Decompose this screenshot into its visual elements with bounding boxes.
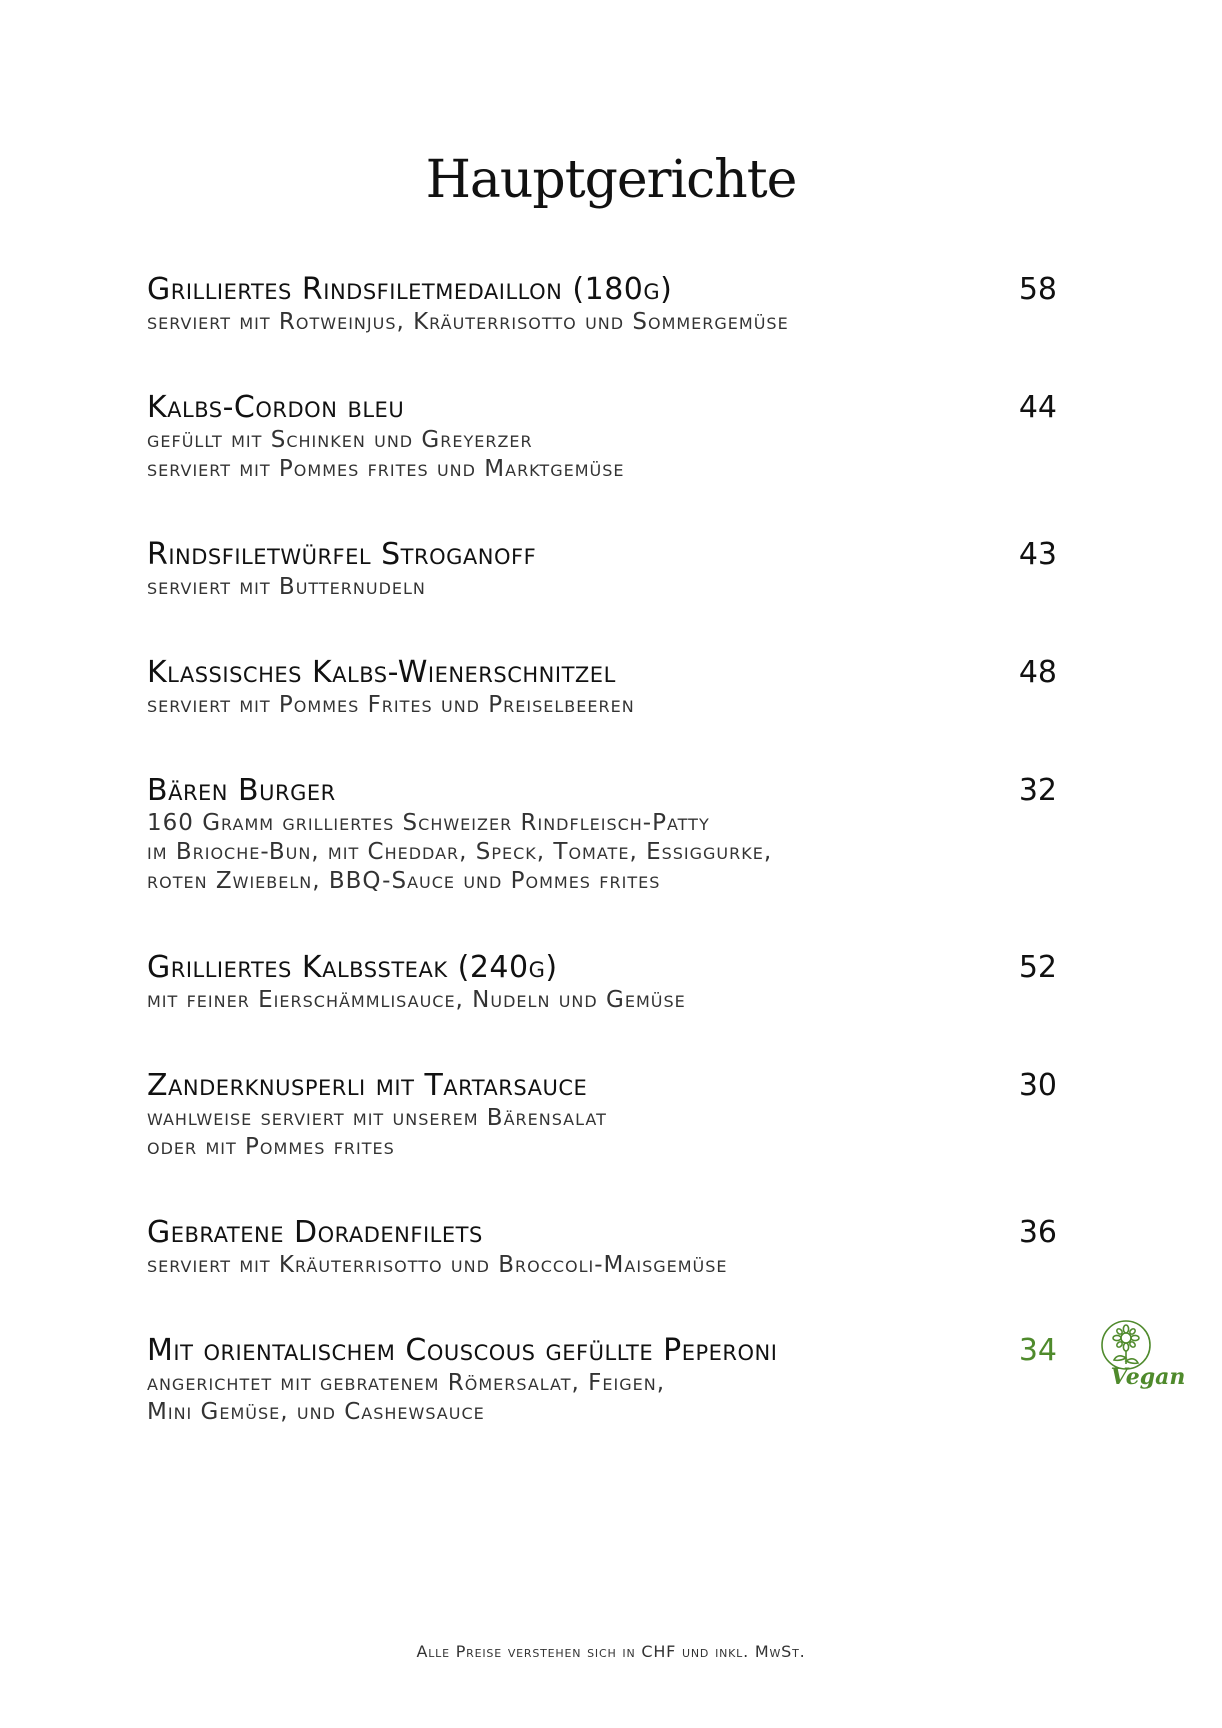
item-price: 44 — [1018, 390, 1057, 425]
item-price: 58 — [1018, 272, 1057, 307]
item-name: Grilliertes Rindsfiletmedaillon (180g) — [147, 272, 673, 307]
item-name: Gebratene Doradenfilets — [147, 1215, 483, 1250]
item-description: serviert mit Pommes frites und Marktgemüse — [147, 456, 625, 482]
item-price: 52 — [1018, 950, 1057, 985]
item-price: 36 — [1018, 1215, 1057, 1250]
item-description: serviert mit Rotweinjus, Kräuterrisotto und Sommergemüse — [147, 309, 789, 335]
item-description: gefüllt mit Schinken und Greyerzer — [147, 427, 533, 453]
footer-note: Alle Preise verstehen sich in CHF und inkl. MwSt. — [416, 1642, 806, 1661]
item-name: Zanderknusperli mit Tartarsauce — [147, 1068, 588, 1103]
item-price: 48 — [1018, 655, 1057, 690]
item-description: serviert mit Pommes Frites und Preiselbeeren — [147, 692, 635, 718]
page-title: Hauptgerichte — [425, 150, 797, 210]
item-price: 43 — [1018, 537, 1057, 572]
item-price: 32 — [1018, 773, 1057, 808]
item-name: Grilliertes Kalbssteak (240g) — [147, 950, 558, 985]
item-name: Bären Burger — [147, 773, 336, 808]
item-name: Mit orientalischem Couscous gefüllte Peperoni — [147, 1333, 778, 1368]
menu-item — [147, 950, 1057, 1015]
item-description: angerichtet mit gebratenem Römersalat, Feigen, — [147, 1370, 665, 1396]
menu-item — [147, 773, 1057, 896]
item-description: serviert mit Butternudeln — [147, 574, 426, 600]
menu-item — [147, 272, 1057, 337]
item-description: oder mit Pommes frites — [147, 1134, 395, 1160]
item-price: 30 — [1018, 1068, 1057, 1103]
item-description: wahlweise serviert mit unserem Bärensalat — [147, 1105, 607, 1131]
menu-item — [147, 1333, 1057, 1427]
vegan-badge — [1090, 1318, 1186, 1394]
item-description: im Brioche-Bun, mit Cheddar, Speck, Tomate, Essiggurke, — [147, 839, 773, 865]
sunflower-icon — [1102, 1321, 1150, 1369]
item-name: Kalbs-Cordon bleu — [147, 390, 405, 425]
item-description: serviert mit Kräuterrisotto und Broccoli-Maisgemüse — [147, 1252, 728, 1278]
vegan-label: Vegan — [1110, 1364, 1186, 1390]
menu-item — [147, 390, 1057, 484]
item-name: Klassisches Kalbs-Wienerschnitzel — [147, 655, 616, 690]
menu-item — [147, 537, 1057, 602]
item-description: mit feiner Eierschämmlisauce, Nudeln und Gemüse — [147, 987, 686, 1013]
menu-item — [147, 1215, 1057, 1280]
item-description: Mini Gemüse, und Cashewsauce — [147, 1399, 485, 1425]
item-description: 160 Gramm grilliertes Schweizer Rindfleisch-Patty — [147, 810, 710, 836]
menu-item — [147, 1068, 1057, 1162]
item-price: 34 — [1018, 1333, 1057, 1368]
item-name: Rindsfiletwürfel Stroganoff — [147, 537, 537, 572]
menu-item — [147, 655, 1057, 720]
item-description: roten Zwiebeln, BBQ-Sauce und Pommes frites — [147, 868, 661, 894]
